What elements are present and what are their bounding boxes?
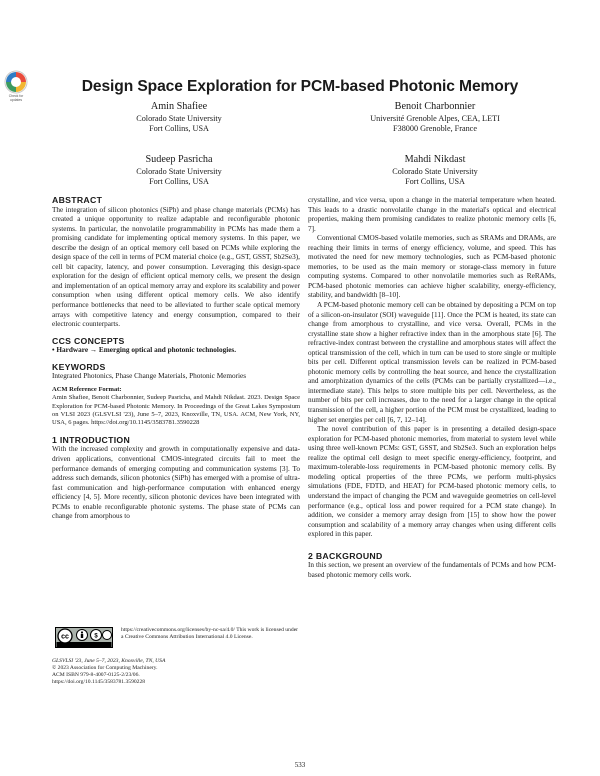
paragraph: crystalline, and vice versa, upon a change in the material temperature when heated. This leads to a drastic nonvolatile change in the material's optical and electrical properties, making them promising candidates to realize photonic memory cells [6, 7]. (308, 196, 556, 233)
paragraph: The novel contribution of this paper is in presenting a detailed design-space exploration for PCM-based photonic memories, from material to system level while using three well-known PCMs: GST, GSST, and Sb2Se3. Such an exploration helps realize the optimal cell design to meet specific energy-efficiency, footprint, and maximum-tolerable-loss requirements in PCM-based photonic memory cells. By modeling optical properties of the three PCMs, we perform multi-physics simulations (FDE, FDTD, and HEAT) for PCM-based photonic memory cells, to understand the impact of changing the PCM and waveguide geometries on cell-level performance (e.g., optical loss and power required for a PCM state change). In addition, we consider a memory array design from [15] to show how the power consumption and scalability of a memory array changes when using different cells explored in this paper. (308, 425, 556, 539)
abstract-text: The integration of silicon photonics (SiPh) and phase change materials (PCMs) has created a unique opportunity to realize adaptable and reconfigurable photonic systems. In particular, the nonvolatile programmability in PCMs has made them a promising candidate for implementing optical memory systems. In this paper, we describe the design of an optical memory cell based on PCMs while exploring the design space of the cell in terms of PCM material choice (e.g., GST, GSST, Sb2Se3), cell bit capacity, latency, and power consumption. Leveraging this design-space exploration for the design of efficient optical memory cells, we present the design and implementation of an optical memory array and explore its scalability and power consumption when using different optical memory cells. We also identify performance bottlenecks that need to be alleviated to further scale optical memory arrays with competitive latency and energy consumption, compared to their electronic counterparts. (52, 205, 300, 329)
footer-isbn: ACM ISBN 979-8-4007-0125-2/23/06. (52, 672, 140, 679)
ccs-text: • Hardware → Emerging optical and photonic technologies. (52, 346, 237, 355)
svg-text:cc: cc (61, 633, 69, 641)
keywords-heading: KEYWORDS (52, 361, 106, 372)
author-name: Benoit Charbonnier (394, 101, 476, 112)
acm-reference-heading: ACM Reference Format: (52, 385, 122, 393)
author-location: F38000 Grenoble, France (393, 123, 477, 133)
paragraph: A PCM-based photonic memory cell can be obtained by depositing a PCM on top of a silicon-on-insulator (SOI) waveguide [11]. Once the PCM is heated, its state can change from amorphous to crystalline, and vice versa. Overall, PCMs in the crystalline state show a higher refractive index than in the amorphous state [6]. The refractive-index contrast between the crystalline and amorphous states will affect the optical transmission of the cell, which in turn can be used to store single or multiple bits per cell. Different optical transmission levels can be realized in PCM-based photonic memory cells by controlling the heat source, and hence the crystallization and amorphization dynamics of the cells (PCMs can be partially crystallized—i.e., intermediate state). This helps to store multiple bits per cell. Nevertheless, as the number of bits per cell increases, due to the need for a larger change in the optical transmission of the cell, a higher portion of the PCM must be crystallized, leading to higher set energies per cell [6, 7, 12–14]. (308, 301, 556, 424)
left-column (52, 196, 300, 522)
introduction-text: With the increased complexity and growth in computationally expensive and data-driven applications, conventional CMOS-integrated circuits fail to meet the performance demands of emerging computing and communication systems [3]. To address such demands, silicon photonics (SiPh) has emerged with a promise of ultra-fast communication and high-performance computation with enhanced energy efficiency [4, 5]. More recently, silicon photonic devices have been integrated with PCMs to enable reconfigurable photonic systems. The phase state of PCMs can change from amorphous to (52, 445, 300, 521)
ccs-heading: CCS CONCEPTS (52, 335, 125, 346)
footer-info (52, 658, 302, 686)
footer-doi: https://doi.org/10.1145/3583781.3590228 (52, 679, 146, 686)
author-block (315, 154, 555, 187)
background-text: In this section, we present an overview of the fundamentals of PCMs and how PCM-based photonic memory cells work. (308, 561, 556, 579)
author-block (315, 101, 555, 134)
footer-conference: GLSVLSI '23, June 5–7, 2023, Knoxville, TN, USA (52, 658, 166, 664)
author-affiliation: Colorado State University (392, 166, 478, 176)
introduction-heading: 1 INTRODUCTION (52, 434, 131, 445)
author-location: Fort Collins, USA (405, 176, 465, 186)
right-column (308, 196, 556, 580)
author-affiliation: Université Grenoble Alpes, CEA, LETI (370, 113, 500, 123)
author-location: Fort Collins, USA (149, 176, 209, 186)
check-for-updates-icon[interactable] (4, 70, 28, 94)
footer-copyright: © 2023 Association for Computing Machinery. (52, 665, 158, 672)
author-affiliation: Colorado State University (136, 113, 222, 123)
svg-text:$: $ (94, 633, 98, 640)
keywords-text: Integrated Photonics, Phase Change Materials, Photonic Memories (52, 372, 247, 381)
paragraph: Conventional CMOS-based volatile memories, such as SRAMs and DRAMs, are reaching their limits in terms of energy efficiency, volume, and speed. This has motivated the need for new memory technologies, such as PCM-based photonic memories, to be used as the main memory or storage-class memory in future computing systems. Compared to other nonvolatile memories such as ReRAMs, PCM-based photonic memories can achieve higher scalability, energy-efficiency, stability, and bandwidth [8–10]. (308, 234, 556, 300)
author-block (59, 101, 299, 134)
acm-reference-text: Amin Shafiee, Benoit Charbonnier, Sudeep Pasricha, and Mahdi Nikdast. 2023. Design Space Exploration for PCM-based Photonic Memory. In Proceedings of the Great Lakes Symposium on VLSI 2023 (GLSVLSI '23), June 5–7, 2023, Knoxville, TN, USA. ACM, New York, NY, USA, 6 pages. https://doi.org/10.1145/3583781.3590228 (52, 394, 300, 427)
paper-title: Design Space Exploration for PCM-based Photonic Memory (81, 78, 519, 95)
author-name: Sudeep Pasricha (145, 154, 213, 165)
abstract-heading: ABSTRACT (52, 195, 103, 205)
cc-license-icon (55, 627, 113, 648)
author-name: Mahdi Nikdast (404, 154, 466, 165)
license-text: https://creativecommons.org/licenses/by-nc-sa/4.0/ This work is licensed under a Creative Commons Attribution International 4.0 License. (121, 627, 299, 641)
background-heading: 2 BACKGROUND (308, 550, 383, 561)
author-location: Fort Collins, USA (149, 123, 209, 133)
author-name: Amin Shafiee (150, 101, 208, 112)
author-affiliation: Colorado State University (136, 166, 222, 176)
author-block (59, 154, 299, 187)
page-number: 533 (294, 761, 306, 769)
check-for-updates-label: Check for updates (8, 94, 24, 102)
